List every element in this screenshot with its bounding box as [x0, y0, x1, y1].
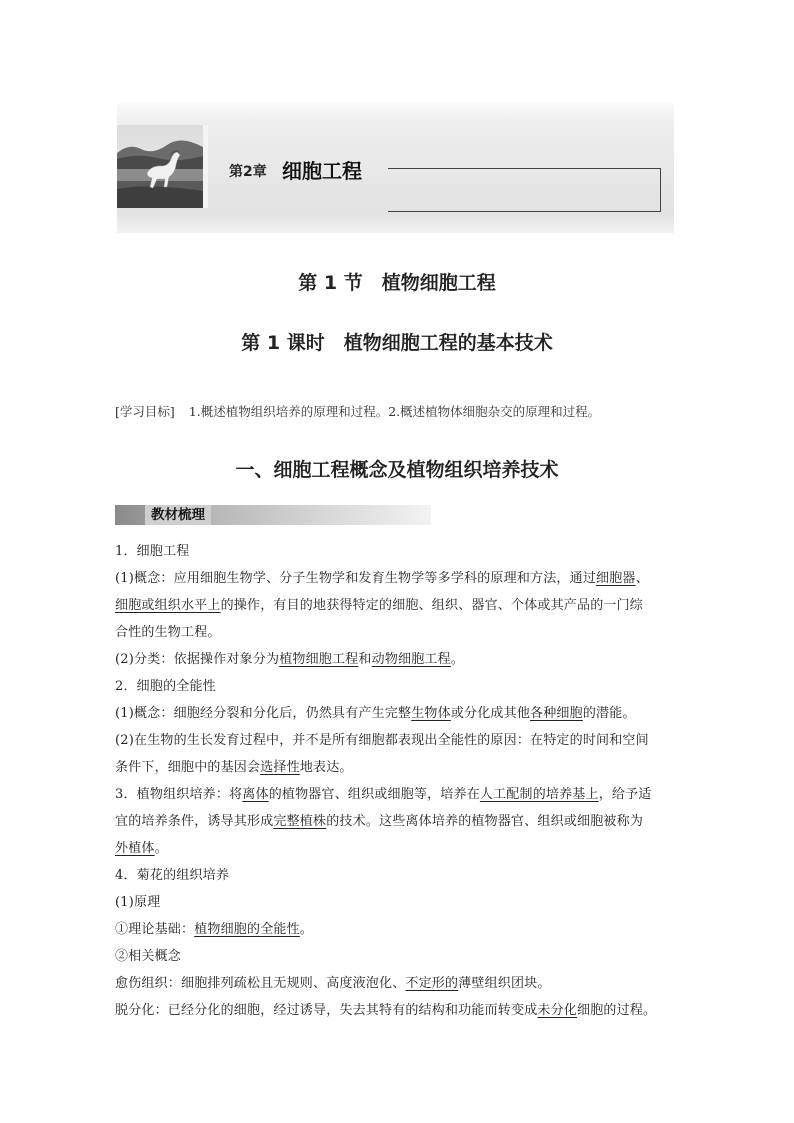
text-span: (1)概念：细胞经分裂和分化后，仍然具有产生完整: [115, 706, 412, 721]
underlined-answer: 未分化: [537, 1003, 578, 1018]
learning-goals-text: 1.概述植物组织培养的原理和过程。2.概述植物体细胞杂交的原理和过程。: [188, 404, 601, 419]
text-span: 地表达。: [299, 760, 353, 775]
underlined-answer: 不定形的: [405, 976, 459, 991]
text-line: [115, 916, 681, 943]
banner-frame-line: [388, 168, 661, 212]
underlined-answer: 选择性: [260, 760, 300, 775]
underlined-answer: 离体: [242, 787, 269, 802]
text-line: [115, 997, 681, 1024]
text-span: 。: [299, 922, 314, 937]
text-span: 愈伤组织：细胞排列疏松且无规则、高度液泡化、: [115, 976, 406, 991]
section-title: 第 1 节 植物细胞工程: [298, 272, 496, 294]
underlined-answer: 各种细胞: [530, 706, 583, 721]
learning-goals: [115, 402, 600, 420]
text-span: 薄壁组织团块。: [458, 976, 551, 991]
text-span: 、: [635, 571, 649, 586]
part-title: 一、细胞工程概念及植物组织培养技术: [235, 459, 559, 481]
text-line: [115, 700, 681, 727]
section-bar-label: 教材梳理: [145, 505, 211, 525]
chapter-number: 第2章: [229, 164, 267, 180]
text-span: (2)分类：依据操作对象分为: [115, 652, 280, 667]
text-line: [115, 565, 681, 592]
text-line: [115, 943, 681, 970]
text-line: [115, 862, 681, 889]
text-line: [115, 592, 681, 619]
text-span: 脱分化：已经分化的细胞，经过诱导，失去其特有的结构和功能而转变成: [115, 1003, 538, 1018]
text-span: 和: [358, 652, 372, 667]
text-span: (2)在生物的生长发育过程中，并不是所有细胞都表现出全能性的原因：在特定的时间和空间: [115, 733, 649, 748]
section-bar: [115, 505, 431, 525]
underlined-answer: 外植体: [115, 841, 155, 856]
text-line: [115, 646, 681, 673]
text-line: [115, 808, 681, 835]
horse-photo: [117, 125, 203, 208]
underlined-answer: 生物体: [411, 706, 451, 721]
text-line: [115, 835, 681, 862]
text-span: (1)原理: [115, 895, 161, 910]
text-span: 的潜能。: [582, 706, 636, 721]
chapter-title: 细胞工程: [282, 159, 362, 183]
underlined-answer: 植物细胞工程: [279, 652, 359, 667]
text-span: 宜的培养条件，诱导其形成: [115, 814, 274, 829]
text-span: 或分化成其他: [450, 706, 531, 721]
text-line: [115, 889, 681, 916]
text-span: 的操作，有目的地获得特定的细胞、组织、器官、个体或其产品的一门综: [220, 598, 644, 613]
text-span: ，给予适: [598, 787, 652, 802]
text-line: [115, 619, 681, 646]
banner-separator: [203, 125, 208, 208]
underlined-answer: 细胞或组织水平上: [115, 598, 221, 613]
text-span: 的植物器官、组织或细胞等，培养在: [268, 787, 480, 802]
text-line: [115, 781, 681, 808]
text-span: 细胞的过程。: [577, 1003, 657, 1018]
text-span: 。: [154, 841, 168, 856]
text-span: 条件下，细胞中的基因会: [115, 760, 261, 775]
text-span: ②相关概念: [115, 949, 182, 964]
text-line: [115, 727, 681, 754]
text-span: 。: [450, 652, 465, 667]
underlined-answer: 人工配制的培养基上: [479, 787, 599, 802]
text-span: 3．植物组织培养：将: [115, 787, 243, 802]
body-text: [115, 538, 681, 1024]
text-span: 1．细胞工程: [115, 544, 190, 559]
underlined-answer: 完整植株: [273, 814, 327, 829]
learning-goals-label: [学习目标]: [115, 404, 175, 419]
text-span: (1)概念：应用细胞生物学、分子生物学和发育生物学等多学科的原理和方法，通过: [115, 571, 597, 586]
text-line: [115, 673, 681, 700]
text-line: [115, 970, 681, 997]
text-span: 2．细胞的全能性: [115, 679, 216, 694]
text-span: 的技术。这些离体培养的植物器官、组织或细胞被称为: [326, 814, 644, 829]
text-span: ①理论基础：: [115, 922, 195, 937]
underlined-answer: 植物细胞的全能性: [194, 922, 300, 937]
underlined-answer: 细胞器: [596, 571, 636, 586]
underlined-answer: 动物细胞工程: [371, 652, 451, 667]
text-line: [115, 754, 681, 781]
lesson-title: 第 1 课时 植物细胞工程的基本技术: [241, 332, 553, 354]
text-span: 4．菊花的组织培养: [115, 868, 230, 883]
text-line: [115, 538, 681, 565]
text-span: 合性的生物工程。: [115, 625, 221, 640]
